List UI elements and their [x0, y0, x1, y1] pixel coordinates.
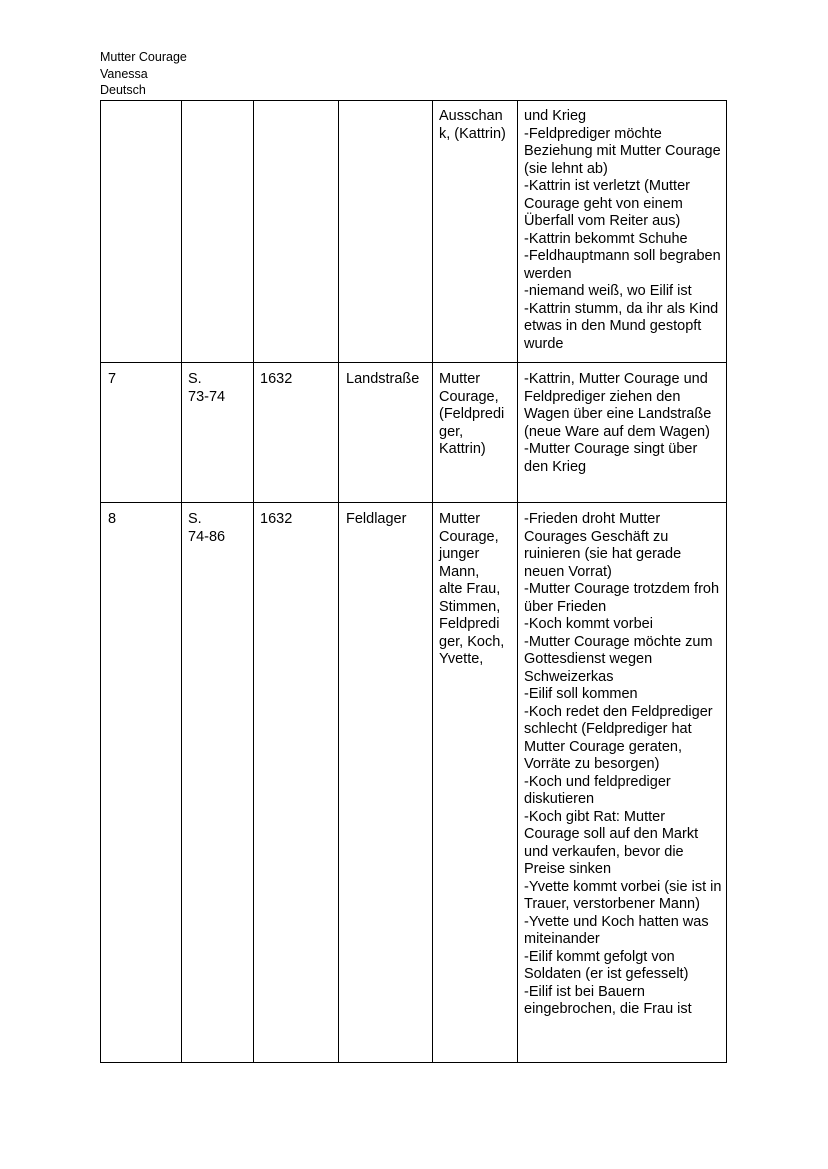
table-row: [101, 503, 727, 1063]
pages-cell: [182, 363, 254, 503]
characters: Ausschan k, (Kattrin): [439, 108, 506, 142]
scene-cell: [101, 503, 182, 1063]
scene-table: [100, 100, 727, 1063]
place-cell: [339, 503, 433, 1063]
content-cell: [518, 503, 727, 1063]
year-cell: [254, 503, 339, 1063]
year-cell: [254, 363, 339, 503]
page-range: S. 73-74: [188, 371, 226, 405]
table-row: [101, 363, 727, 503]
scene-cell: [101, 101, 182, 363]
scene-number: 7: [108, 371, 117, 387]
year: 1632: [260, 371, 293, 387]
characters-cell: [433, 363, 518, 503]
scene-number: 8: [108, 511, 117, 527]
header-author: Vanessa: [100, 66, 148, 81]
year-cell: [254, 101, 339, 363]
table-row: [101, 101, 727, 363]
scene-cell: [101, 363, 182, 503]
place: Feldlager: [346, 511, 407, 527]
header-subject: Deutsch: [100, 83, 146, 97]
content: und Krieg -Feldprediger möchte Beziehung mit Mutter Courage (sie lehnt ab) -Kattrin ist verletzt (Mutter Courage geht von einem Überfall vom Reiter aus) -Kattrin bekommt Schuhe -Feldhauptmann soll begraben werden -niemand weiß, wo Eilif ist -Kattrin stumm, da ihr als Kind etwas in den Mund gestopft wurde: [524, 108, 721, 352]
place: Landstraße: [346, 371, 420, 387]
page-range: S. 74-86: [188, 511, 226, 545]
pages-cell: [182, 503, 254, 1063]
place-cell: [339, 101, 433, 363]
characters: Mutter Courage, junger Mann, alte Frau, Stimmen, Feldpredi ger, Koch, Yvette,: [439, 511, 505, 667]
place-cell: [339, 363, 433, 503]
content: -Frieden droht Mutter Courages Geschäft zu ruinieren (sie hat gerade neuen Vorrat) -Mutter Courage trotzdem froh über Frieden -Koch kommt vorbei -Mutter Courage möchte zum Gottesdienst wegen Schweizerkas -Eilif soll kommen -Koch redet den Feldprediger schlecht (Feldprediger hat Mutter Courage geraten, Vorräte zu besorgen) -Koch und feldprediger diskutieren -Koch gibt Rat: Mutter Courage soll auf den Markt und verkaufen, bevor die Preise sinken -Yvette kommt vorbei (sie ist in Trauer, verstorbener Mann) -Yvette und Koch hatten was miteinander -Eilif kommt gefolgt von Soldaten (er ist gefesselt) -Eilif ist bei Bauern eingebrochen, die Frau ist: [524, 511, 722, 1017]
content-cell: [518, 363, 727, 503]
content: -Kattrin, Mutter Courage und Feldprediger ziehen den Wagen über eine Landstraße (neue Ware auf dem Wagen) -Mutter Courage singt über den Krieg: [524, 371, 712, 475]
pages-cell: [182, 101, 254, 363]
document-header: [100, 49, 187, 99]
characters: Mutter Courage, (Feldpredi ger, Kattrin): [439, 371, 505, 457]
characters-cell: [433, 101, 518, 363]
year: 1632: [260, 511, 293, 527]
header-title: Mutter Courage: [100, 50, 187, 64]
content-cell: [518, 101, 727, 363]
characters-cell: [433, 503, 518, 1063]
